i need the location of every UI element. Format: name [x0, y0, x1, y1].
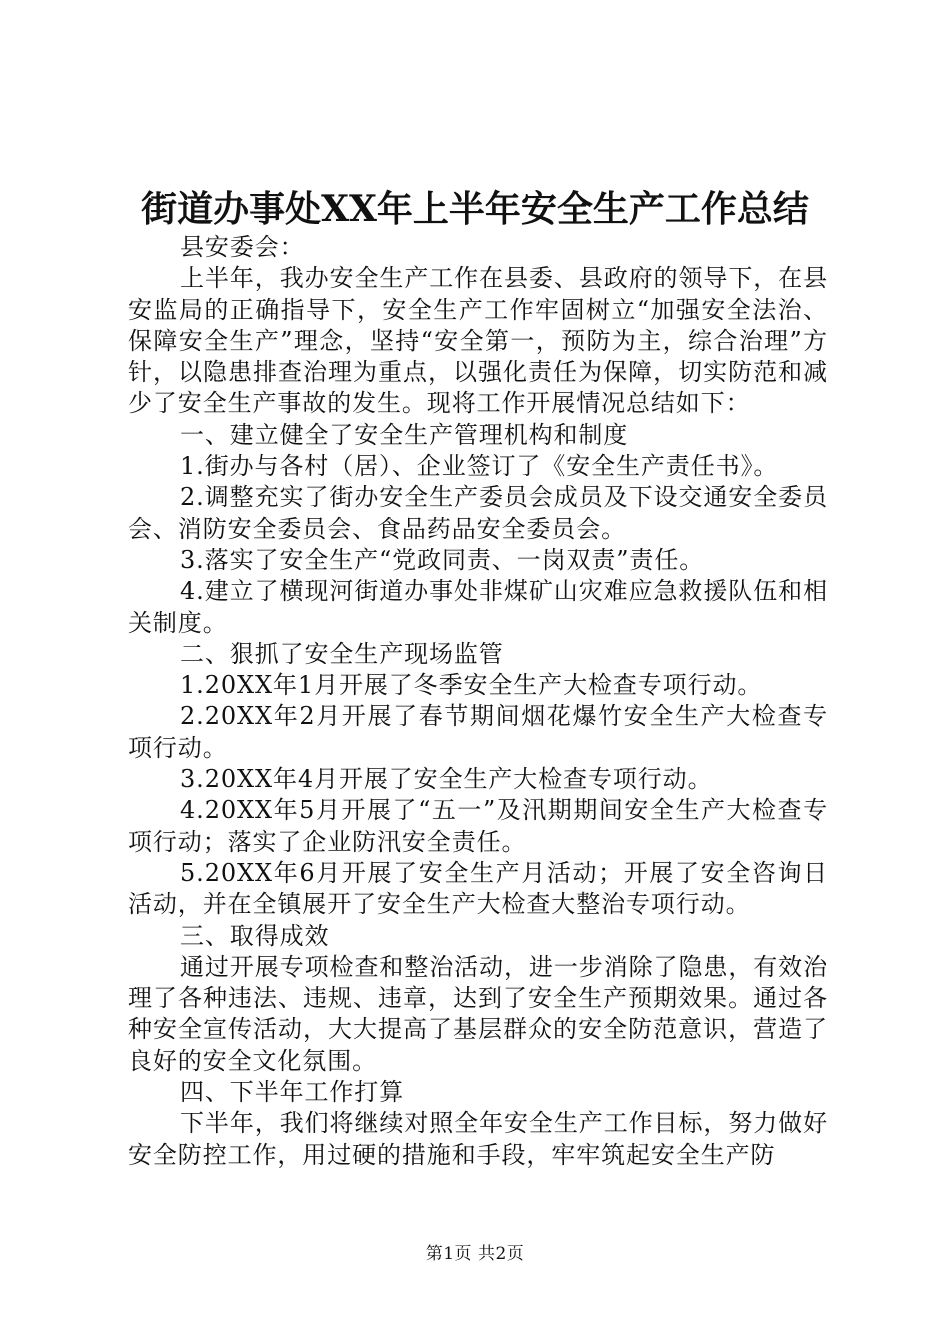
section-2-item-1: 1.20XX年1月开展了冬季安全生产大检查专项行动。: [180, 671, 763, 700]
section-heading-4: 四、下半年工作打算: [180, 1078, 405, 1107]
intro-paragraph: 上半年，我办安全生产工作在县委、县政府的领导下，在县安监局的正确指导下，安全生产工作牢固树立“加强安全法治、保障安全生产”理念，坚持“安全第一，预防为主，综合治理”方针，以隐患排查治理为重点，以强化责任为保障，切实防范和减少了安全生产事故的发生。现将工作开展情况总结如下：: [128, 264, 828, 418]
document-title: 街道办事处XX年上半年安全生产工作总结: [141, 188, 809, 230]
section-heading-3: 三、取得成效: [180, 921, 330, 950]
section-1-item-1: 1.街办与各村（居）、企业签订了《安全生产责任书》。: [180, 452, 779, 481]
addressee: 县安委会：: [180, 233, 305, 261]
section-heading-1: 一、建立健全了安全生产管理机构和制度: [180, 420, 629, 449]
section-heading-2: 二、狠抓了安全生产现场监管: [180, 639, 504, 668]
results-paragraph: 通过开展专项检查和整治活动，进一步消除了隐患，有效治理了各种违法、违规、违章，达到了安全生产预期效果。通过各种安全宣传活动，大大提高了基层群众的安全防范意识，营造了良好的安全文化氛围。: [128, 952, 828, 1075]
section-2-item-3: 3.20XX年4月开展了安全生产大检查专项行动。: [180, 765, 713, 794]
section-2-item-5: 5.20XX年6月开展了安全生产月活动；开展了安全咨询日活动，并在全镇展开了安全生产大检查大整治专项行动。: [128, 858, 828, 919]
section-1-item-2: 2.调整充实了街办安全生产委员会成员及下设交通安全委员会、消防安全委员会、食品药品安全委员会。: [128, 483, 828, 543]
page-footer: 第1页 共2页: [425, 1244, 525, 1264]
plan-paragraph: 下半年，我们将继续对照全年安全生产工作目标，努力做好安全防控工作，用过硬的措施和手段，牢牢筑起安全生产防: [128, 1109, 828, 1169]
section-2-item-2: 2.20XX年2月开展了春节期间烟花爆竹安全生产大检查专项行动。: [128, 702, 828, 762]
section-1-item-3: 3.落实了安全生产“党政同责、一岗双责”责任。: [180, 545, 705, 574]
section-2-item-4: 4.20XX年5月开展了“五一”及汛期期间安全生产大检查专项行动；落实了企业防汛安全责任。: [128, 796, 828, 856]
document-body: [128, 232, 828, 1171]
section-1-item-4: 4.建立了横现河街道办事处非煤矿山灾难应急救援队伍和相关制度。: [128, 577, 828, 637]
